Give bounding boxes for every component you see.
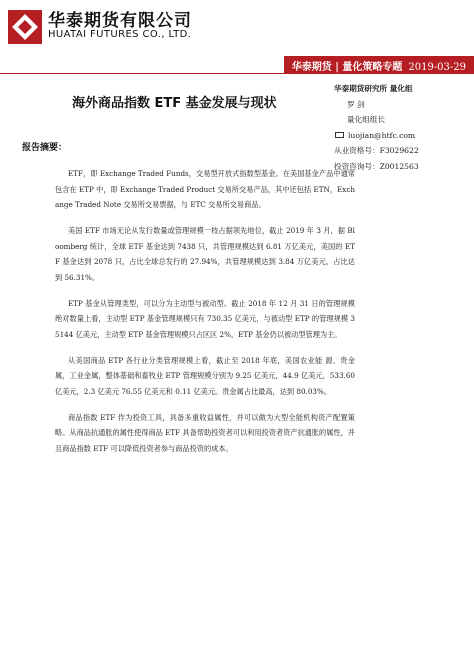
- department-name: 华泰期货研究所 量化组: [334, 84, 413, 93]
- summary-paragraph-4: 从美国商品 ETP 各行业分类管理规模上看，截止至 2018 年底，美国农业能 源、贵金属，工业金属，整体基础和畜牧业 ETP 管理规模分别为 9.25 亿美元，44.9 亿美元，533.60 亿美元，2.3 亿美元 76.55 亿美元和 0.11 亿美元。贵金属占比最高，达到 80.03%。: [55, 355, 355, 396]
- huatai-logo-icon: [8, 10, 42, 44]
- company-name-en: HUATAI FUTURES CO., LTD.: [48, 29, 192, 40]
- summary-paragraph-3: ETP 基金从管理类型，可以分为主动型与被动型。截止 2018 年 12 月 31 日的管理规模绝对数量上看，主动型 ETP 基金管理规模只有 730.35 亿美元，与被动型 ETP 的管理规模 35144 亿美元，主动型 ETP 基金管理规模只占区区 2%，ETP 基金仍以被动型管理为主。: [55, 298, 355, 339]
- summary-body: [55, 166, 355, 467]
- header-rule: [0, 73, 474, 74]
- envelope-icon: [335, 132, 344, 138]
- author-info-sidebar: [334, 81, 470, 174]
- summary-paragraph-5: 商品指数 ETF 作为投资工具，具备多重收益属性，并可以做为大型全能机构资产配置策略。从商品抗通胀的属性使得商品 ETF 具备帮助投资者可以利用投资者资产抗通胀的属性，并且商品指数 ETF 可以降低投资者参与商品投资的成本。: [55, 412, 355, 453]
- advisory-label: 投资咨询号：: [334, 161, 380, 171]
- advisory-number: Z0012563: [379, 161, 419, 171]
- author-email-row[interactable]: [334, 128, 470, 144]
- qualification-label: 从业资格号：: [334, 146, 380, 155]
- qualification-row: [334, 143, 470, 159]
- author-name: 罗 剑: [347, 99, 365, 109]
- report-header: [0, 0, 474, 58]
- qualification-number: F3029622: [379, 146, 419, 155]
- summary-label: 报告摘要：: [22, 143, 68, 153]
- author-email[interactable]: luojian@htfc.com: [348, 130, 416, 140]
- banner-text: [292, 58, 466, 73]
- report-title: 海外商品指数 ETF 基金发展与现状: [72, 96, 277, 111]
- summary-paragraph-1: ETF，即 Exchange Traded Funds，交易型开放式指数型基金。在美国基金产品中通常包含在 ETP 中，即 Exchange Traded Product 交易所交易产品，其中还包括 ETN，Exchange Traded Note 交易所交易票据，与 ETC 交易所交易商品。: [55, 169, 355, 209]
- report-banner: [284, 56, 474, 74]
- banner-label: 华泰期货 | 量化策略专题: [291, 62, 403, 73]
- summary-paragraph-2: 美国 ETF 市场无论从发行数量或管理规模一枝占据领先地位，截止 2019 年 3 月，据 Bloomberg 统计，全球 ETF 基金达到 7438 只，共管理规模达到 6.81 万亿美元，美国的 ETF 基金达到 2078 只，占比全球总发行的 27.94%，共管理规模达到 3.84 万亿美元，占比达到 56.31%。: [55, 226, 355, 282]
- company-name-cn: 华泰期货有限公司: [48, 11, 192, 31]
- report-date: 2019-03-29: [408, 62, 466, 73]
- author-role: 量化组组长: [347, 115, 385, 124]
